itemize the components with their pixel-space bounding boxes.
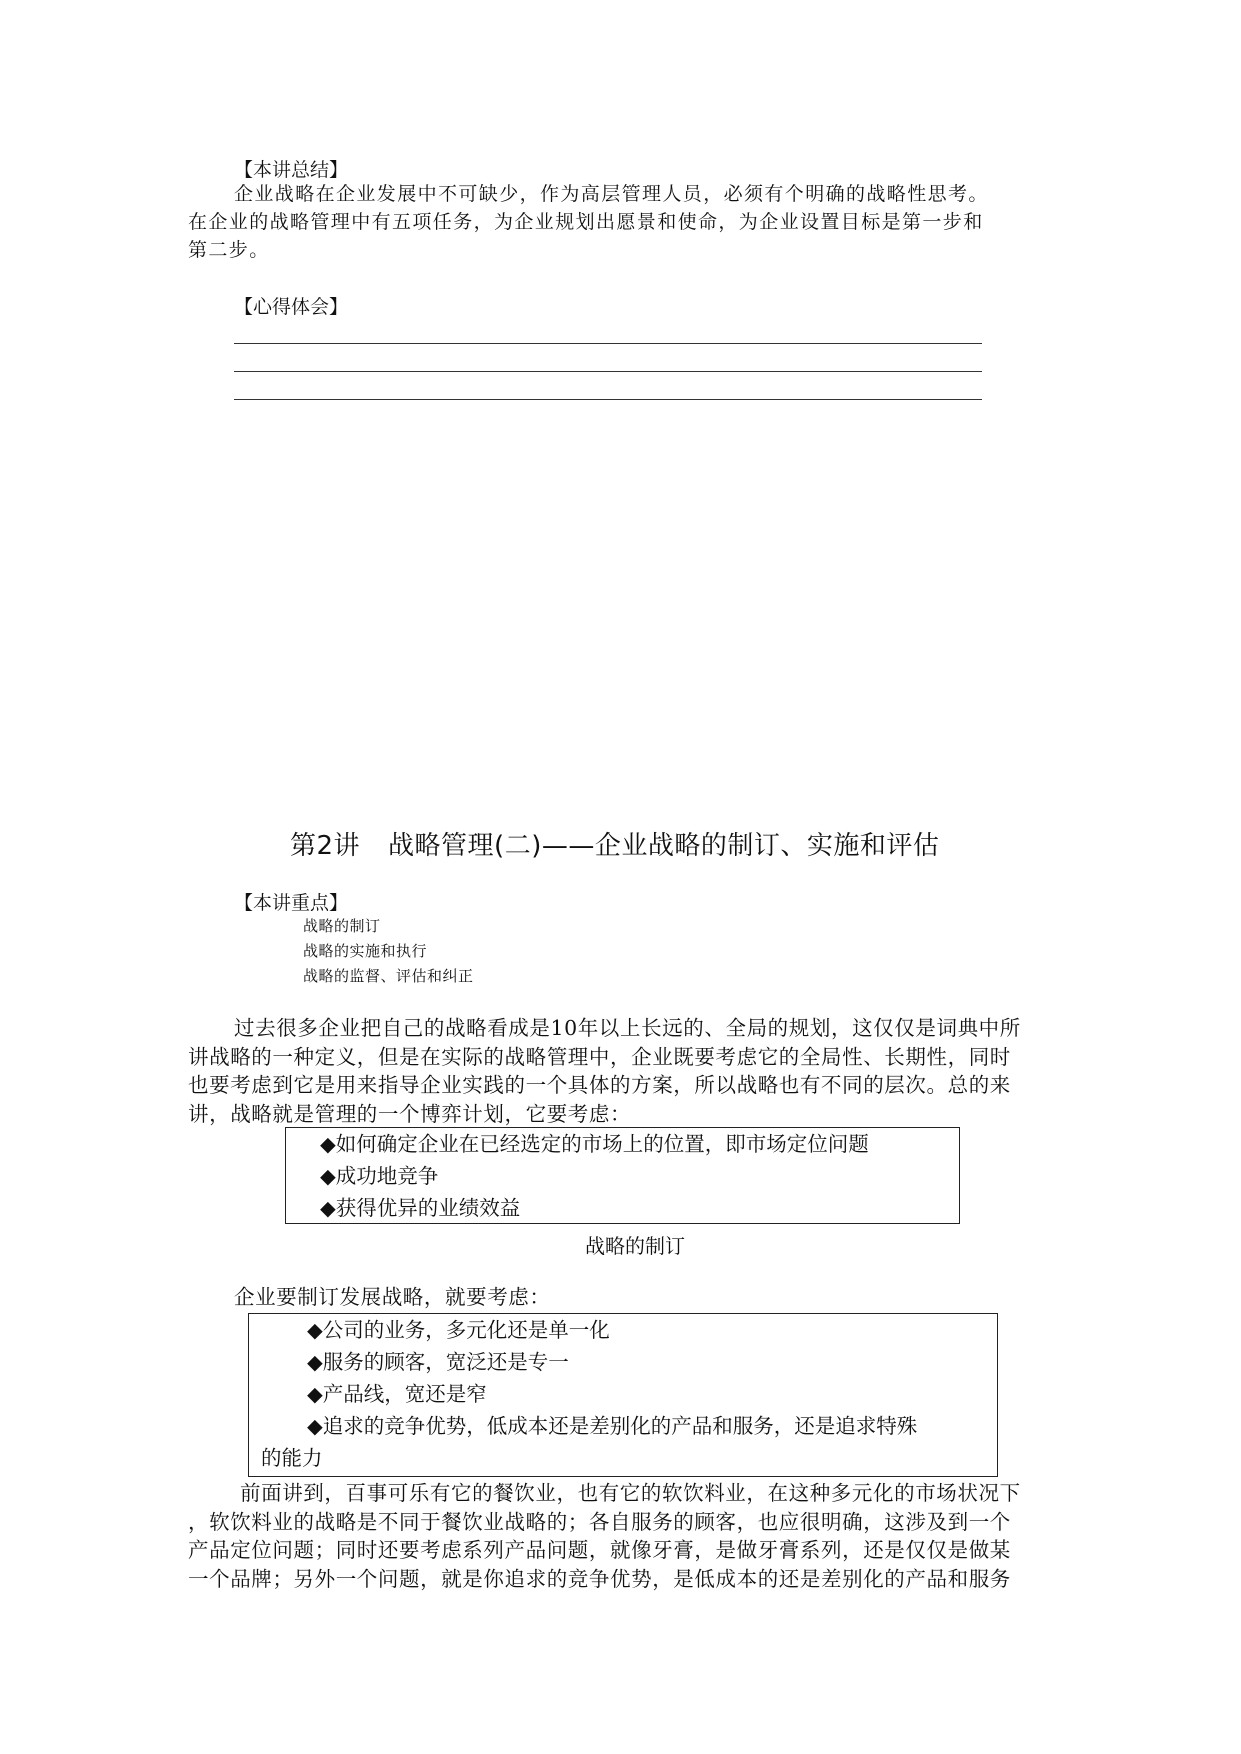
body-paragraph <box>188 1479 1021 1593</box>
strategy-factor-continuation: 的能力 <box>261 1446 323 1470</box>
summary-line: 企业战略在企业发展中不可缺少，作为高层管理人员，必须有个明确的战略性思考。 <box>234 183 989 205</box>
body-line: 一个品牌；另外一个问题，就是你追求的竞争优势，是低成本的还是差别化的产品和服务 <box>188 1566 1011 1591</box>
summary-line: 在企业的战略管理中有五项任务，为企业规划出愿景和使命，为企业设置目标是第一步和 <box>188 211 984 233</box>
summary-heading: 【本讲总结】 <box>234 159 349 181</box>
body-line: 产品定位问题；同时还要考虑系列产品问题，就像牙膏，是做牙膏系列，还是仅仅是做某 <box>188 1538 1011 1562</box>
consideration-item: ◆如何确定企业在已经选定的市场上的位置，即市场定位问题 <box>320 1132 869 1156</box>
intro-line: 讲，战略就是管理的一个博弈计划，它要考虑： <box>188 1101 632 1126</box>
reflection-heading: 【心得体会】 <box>234 296 349 318</box>
section-intro <box>234 1283 551 1311</box>
body-line: ，软饮料业的战略是不同于餐饮业战略的；各自服务的顾客，也应很明确，这涉及到一个 <box>188 1509 1011 1534</box>
key-points-list <box>303 914 474 989</box>
lecture-title <box>290 825 939 862</box>
reflection-line <box>234 371 982 372</box>
key-point: 战略的制订 <box>303 917 381 935</box>
consideration-item: ◆成功地竞争 <box>320 1164 439 1188</box>
strategy-factor: ◆产品线，宽还是窄 <box>307 1382 487 1406</box>
strategy-factor: ◆追求的竞争优势，低成本还是差别化的产品和服务，还是追求特殊 <box>307 1414 918 1438</box>
section-intro-text: 企业要制订发展战略，就要考虑： <box>234 1285 551 1309</box>
key-points-heading: 【本讲重点】 <box>234 892 349 914</box>
strategy-factors-box <box>248 1313 998 1477</box>
key-point: 战略的监督、评估和纠正 <box>303 967 474 985</box>
intro-paragraph <box>188 1014 1021 1128</box>
section-caption: 战略的制订 <box>585 1234 685 1258</box>
summary-paragraph <box>188 180 989 264</box>
lecture-number: 第2讲 <box>290 831 361 861</box>
intro-line: 讲战略的一种定义，但是在实际的战略管理中，企业既要考虑它的全局性、长期性，同时 <box>188 1044 1011 1069</box>
intro-line: 也要考虑到它是用来指导企业实践的一个具体的方案，所以战略也有不同的层次。总的来 <box>188 1073 1011 1097</box>
strategy-factor: ◆服务的顾客，宽泛还是专一 <box>307 1350 569 1374</box>
reflection-line <box>234 343 982 344</box>
strategy-factor: ◆公司的业务，多元化还是单一化 <box>307 1318 610 1342</box>
lecture-title-text: 战略管理(二)——企业战略的制订、实施和评估 <box>388 831 940 861</box>
considerations-box <box>285 1127 960 1224</box>
intro-line: 过去很多企业把自己的战略看成是10年以上长远的、全局的规划，这仅仅是词典中所 <box>234 1016 1021 1040</box>
reflection-line <box>234 399 982 400</box>
key-point: 战略的实施和执行 <box>303 942 428 960</box>
summary-line: 第二步。 <box>188 239 270 261</box>
body-line: 前面讲到，百事可乐有它的餐饮业，也有它的软饮料业，在这种多元化的市场状况下 <box>240 1481 1021 1505</box>
consideration-item: ◆获得优异的业绩效益 <box>320 1196 521 1220</box>
